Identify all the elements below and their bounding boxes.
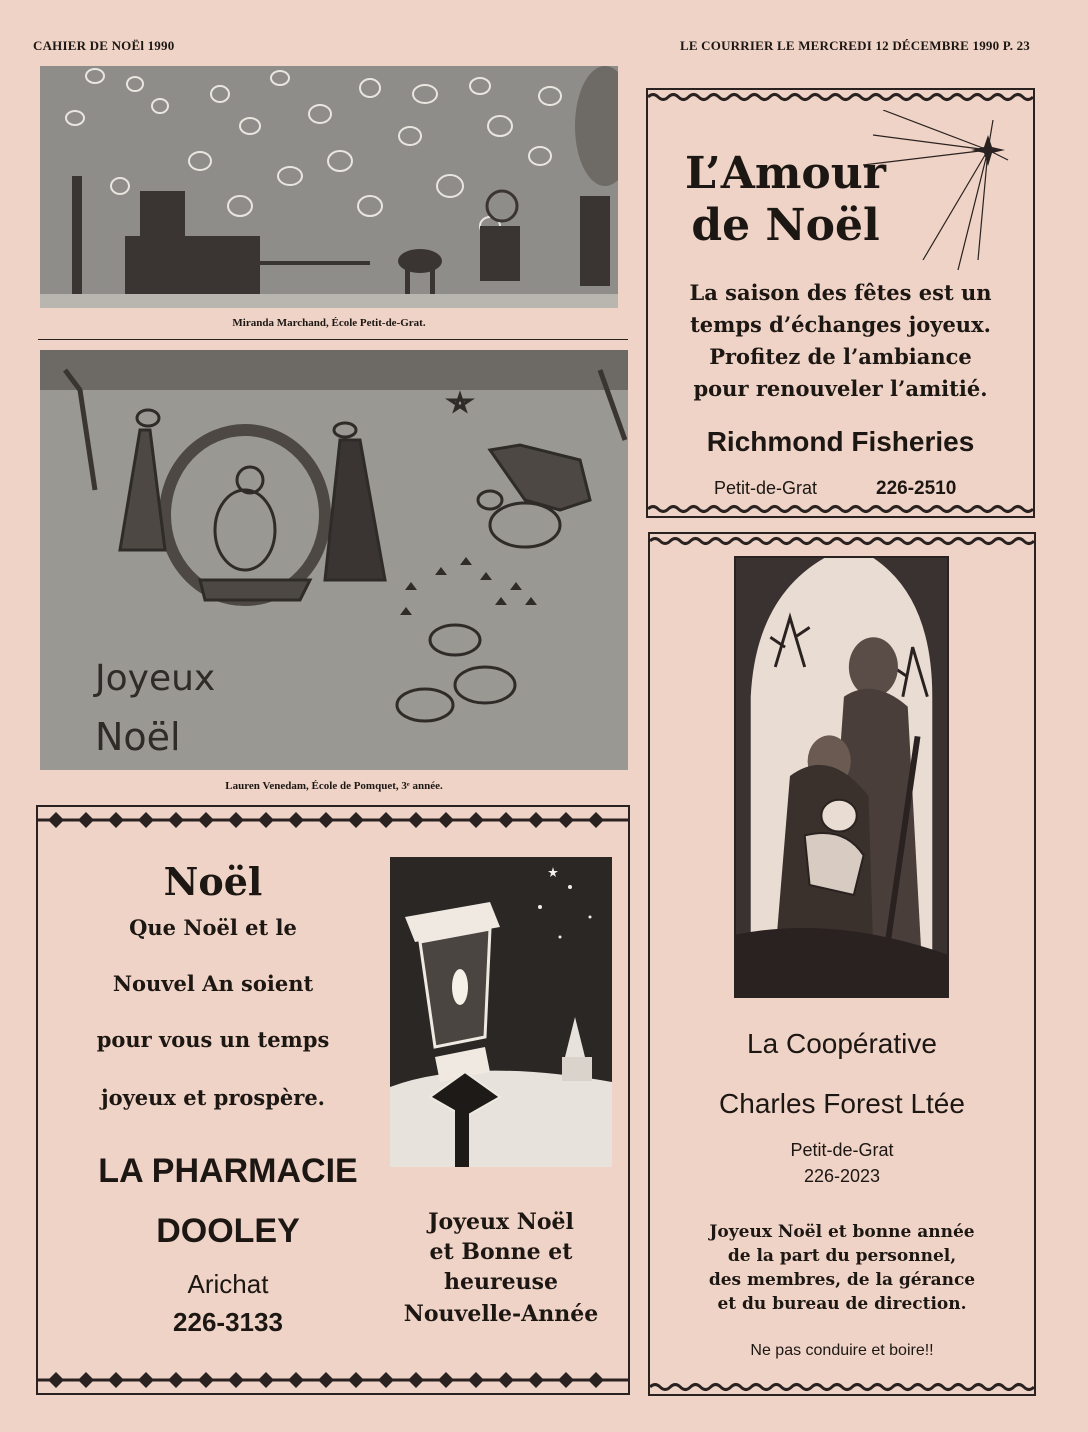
ad-text-line-1: La saison des fêtes est un (689, 280, 992, 305)
ad-title-line-1: L’Amour (685, 148, 886, 199)
greeting-line-3: heureuse (444, 1269, 558, 1295)
ad-text-line-1: Que Noël et le (129, 915, 297, 940)
company-name: Richmond Fisheries (706, 426, 975, 457)
company-name-line-1: LA PHARMACIE (98, 1152, 358, 1190)
holly-border-top (38, 809, 628, 831)
ad-text-line-3: pour vous un temps (96, 1027, 330, 1052)
divider (38, 339, 628, 340)
drawing-text-joyeux: Joyeux (95, 658, 216, 699)
children-drawing-1 (40, 66, 618, 308)
ad-richmond-fisheries (646, 88, 1035, 518)
greeting-line-2: et Bonne et (429, 1239, 573, 1265)
lantern-illustration (390, 857, 612, 1167)
company-phone: 226-3133 (173, 1307, 283, 1337)
photo-caption-2: Lauren Venedam, École de Pomquet, 3ᵉ année. (225, 780, 443, 792)
ad-text-line-3: Profitez de l’ambiance (709, 344, 972, 369)
ornamental-border-top (650, 536, 1034, 546)
company-name-line-1: La Coopérative (747, 1028, 937, 1059)
ad-text-line-4: joyeux et prospère. (101, 1085, 325, 1110)
company-place: Petit-de-Grat (790, 1140, 894, 1160)
section-header: CAHIER DE NOËl 1990 (33, 38, 175, 53)
holly-border-bottom (38, 1369, 628, 1391)
ad-title: Noël (163, 859, 263, 904)
company-name-line-2: Charles Forest Ltée (719, 1088, 965, 1119)
ad-text-line-1: Joyeux Noël et bonne année (709, 1222, 975, 1242)
holy-family-illustration (734, 556, 949, 998)
children-drawing-2 (40, 350, 628, 770)
company-place: Arichat (187, 1269, 269, 1299)
company-phone: 226-2510 (876, 478, 957, 499)
photo-caption-1: Miranda Marchand, École Petit-de-Grat. (232, 317, 426, 329)
ad-footer: Ne pas conduire et boire!! (750, 1342, 934, 1359)
ad-text-line-4: pour renouveler l’amitié. (693, 376, 988, 401)
ad-title-line-2: de Noël (691, 200, 880, 251)
ad-text-line-4: et du bureau de direction. (717, 1294, 967, 1314)
ad-text-line-3: des membres, de la gérance (708, 1270, 976, 1290)
company-name-line-2: DOOLEY (156, 1212, 300, 1250)
ad-text-line-2: Nouvel An soient (112, 971, 314, 996)
greeting-line-1: Joyeux Noël (428, 1209, 574, 1235)
ad-text-line-2: de la part du personnel, (727, 1246, 957, 1266)
ad-text-line-2: temps d’échanges joyeux. (690, 312, 991, 337)
drawing-text-noel: Noël (95, 715, 181, 759)
ad-cooperative-charles-forest (648, 532, 1036, 1396)
ornamental-border-bottom (650, 1382, 1034, 1392)
company-place: Petit-de-Grat (714, 478, 818, 498)
ornamental-border-top (648, 92, 1033, 102)
page-header: LE COURRIER LE MERCREDI 12 DÉCEMBRE 1990 P. 23 (679, 38, 1030, 53)
company-phone: 226-2023 (803, 1166, 881, 1186)
ad-pharmacie-dooley (36, 805, 630, 1395)
ornamental-border-bottom (648, 504, 1033, 514)
greeting-line-4: Nouvelle-Année (403, 1301, 599, 1327)
